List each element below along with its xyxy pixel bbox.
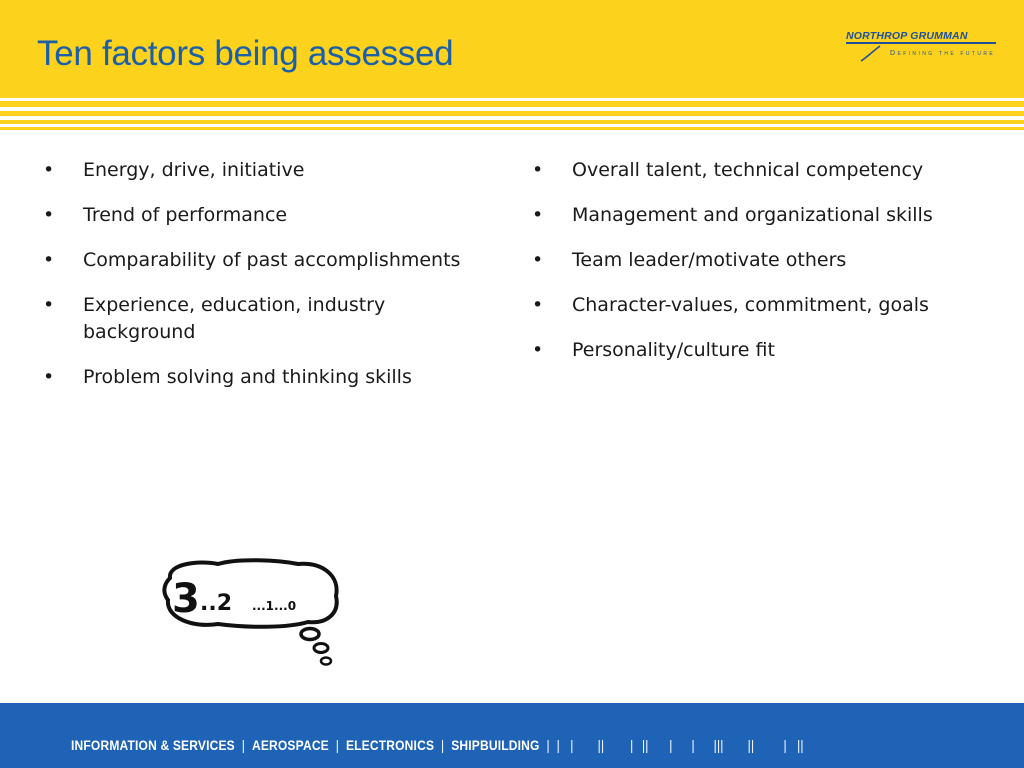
countdown-one-zero: ...1...0	[252, 599, 297, 613]
list-item: • Management and organizational skills	[530, 202, 990, 229]
bullet-list-left	[41, 157, 491, 409]
list-item: • Team leader/motivate others	[530, 247, 990, 274]
footer-item-aerospace: AEROSPACE	[251, 737, 329, 753]
countdown-two: ..2	[200, 591, 233, 616]
bullet-icon: •	[532, 294, 544, 316]
footer-nav: INFORMATION & SERVICES | AEROSPACE | ELECTRONICS | SHIPBUILDING | | | || | || | | ||| || | ||	[71, 737, 804, 753]
footer-item-shipbuilding: SHIPBUILDING	[451, 737, 540, 753]
list-item: • Trend of performance	[41, 202, 491, 229]
footer-item-information-services: INFORMATION & SERVICES	[71, 737, 235, 753]
countdown-three: 3	[172, 576, 200, 622]
list-item: • Personality/culture fit	[530, 337, 990, 364]
bullet-icon: •	[43, 366, 55, 388]
bullet-icon: •	[43, 249, 55, 271]
list-item: • Comparability of past accomplishments	[41, 247, 491, 274]
list-item: • Overall talent, technical competency	[530, 157, 990, 184]
bullet-list-right	[530, 157, 990, 382]
company-logo	[846, 30, 998, 64]
thought-bubble-countdown-icon	[158, 558, 344, 670]
logo-wordmark: NORTHROP GRUMMAN	[846, 30, 968, 42]
list-item: • Problem solving and thinking skills	[41, 364, 491, 391]
bullet-icon: •	[43, 204, 55, 226]
list-item: • Energy, drive, initiative	[41, 157, 491, 184]
footer-band	[0, 703, 1024, 768]
logo-swoosh-icon	[860, 44, 890, 62]
logo-tagline: Defining the future	[890, 50, 996, 57]
slide-title: Ten factors being assessed	[37, 34, 454, 73]
list-item: • Experience, education, industry background	[43, 294, 386, 343]
bullet-icon: •	[43, 159, 55, 181]
header-stripes	[0, 98, 1024, 134]
bullet-icon: •	[532, 204, 544, 226]
list-item: • Character-values, commitment, goals	[530, 292, 990, 319]
footer-decor: |	[556, 737, 560, 753]
bullet-icon: •	[532, 249, 544, 271]
bullet-icon: •	[532, 339, 544, 361]
bullet-icon: •	[43, 294, 55, 316]
bullet-icon: •	[532, 159, 544, 181]
footer-item-electronics: ELECTRONICS	[345, 737, 435, 753]
